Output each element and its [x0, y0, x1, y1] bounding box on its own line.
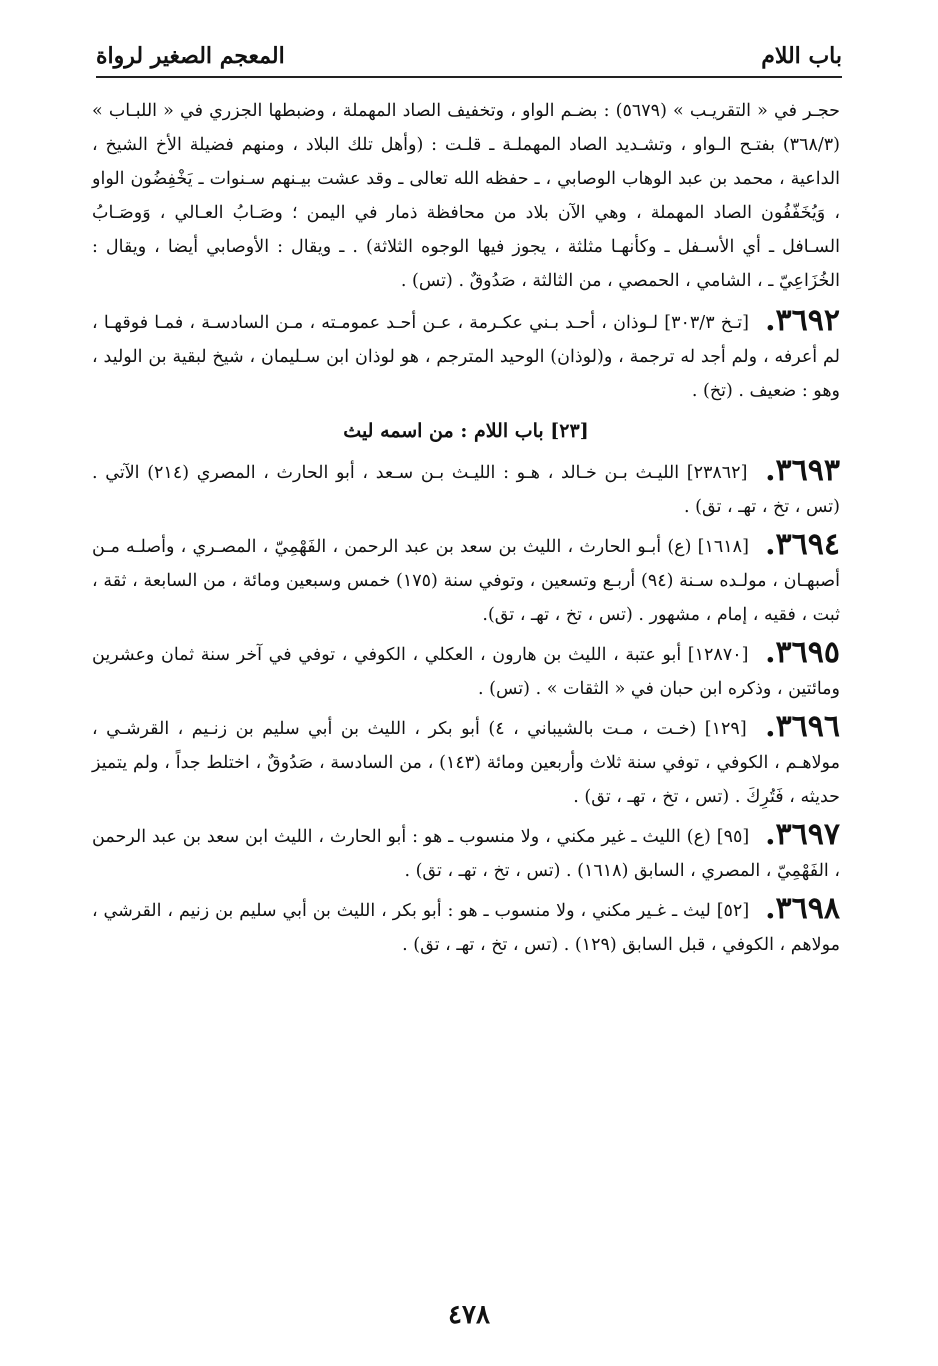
entry-text: [٢٣٨٦٢] الليـث بـن خـالد ، هـو : الليـث بـن سـعد ، أبو الحارث ، المصري (٢١٤) الآتي . (تس ، تخ ، تهـ ، تق) . — [92, 463, 840, 517]
entry-text: [٥٢] ليث ـ غـير مكني ، ولا منسوب ـ هو : أبو بكر ، الليث بن أبي سليم بن زنيم ، القرشي ، مولاهم ، الكوفي ، قبل السابق (١٢٩) . (تس ، تخ ، تهـ ، تق) . — [92, 901, 840, 955]
entry-3694 — [92, 528, 840, 632]
header-book-title: المعجم الصغير لرواة — [96, 43, 285, 69]
entry-number: ٣٦٩٢. — [765, 303, 840, 338]
intro-paragraph: حجـر في « التقريـب » (٥٦٧٩) : بضـم الواو ، وتخفيف الصاد المهملة ، وضبطها الجزري في « اللبـاب » (٣٦٨/٣) بفتـح الـواو ، وتشـديد الصاد المهملـة ـ قلـت : (وأهل تلك البلاد ، ومنهم فضيلة الأخ الشيخ ، الداعية ، محمد بن عبد الوهاب الوصابي ، ـ حفظه الله تعالى ـ وقد عشت بيـنهم سـنوات ـ يَخْفِضُون الواو ، وَيُخَفّفُون الصاد المهملة ، وهي الآن بلاد من محافظة ذمار في اليمن ؛ وصَـابُ العـالي ، وَوصَـابُ السـافل ـ أي الأسـفل ـ وكأنهـا مثلثة ، يجوز فيها الوجوه الثلاثة) . ـ ويقال : الأوصابي أيضا ، ويقال : الخُزَاعِيّ ـ ، الشامي ، الحمصي ، من الثالثة ، صَدُوقٌ . (تس) . — [92, 101, 840, 291]
entry-text: [١٢٨٧٠] أبو عتبة ، الليث بن هارون ، العكلي ، الكوفي ، توفي في آخر سنة ثمان وعشرين ومائتين ، وذكره ابن حبان في « الثقات » . (تس) . — [92, 645, 840, 699]
entry-text: [١٢٩] (خـت ، مـت بالشيباني ، ٤) أبو بكر ، الليث بن أبي سليم بن زنـيم ، القرشـي ، مولاهـم ، الكوفي ، توفي سنة ثلاث وأربعين ومائة (١٤٣) ، من السادسة ، صَدُوقٌ ، اختلط جداً ، ولم يتميز حديثه ، فَتُرِكَ . (تس ، تخ ، تهـ ، تق) . — [92, 719, 840, 807]
entry-3692 — [92, 304, 840, 408]
entry-number: ٣٦٩٦. — [765, 709, 841, 744]
entry-number: ٣٦٩٨. — [765, 891, 840, 926]
entry-3696 — [92, 710, 840, 814]
page-number: ٤٧٨ — [448, 1300, 490, 1330]
entry-number: ٣٦٩٤. — [765, 527, 840, 562]
entry-number: ٣٦٩٥. — [765, 635, 840, 670]
page-body — [92, 94, 840, 966]
header-chapter-title: باب اللام — [761, 43, 842, 69]
entry-text: [١٦١٨] (ع) أبـو الحارث ، الليث بن سعد بن عبد الرحمن ، الفَهْمِيّ ، المصـري ، وأصلـه مـن أصبهـان ، مولـده سـنة (٩٤) أربـع وتسعين ، وتوفي سنة (١٧٥) خمس وسبعين ومائة ، من السابعة ، ثقة ، ثبت ، فقيه ، إمام ، مشهور . (تس ، تخ ، تهـ ، تق). — [92, 537, 840, 625]
entry-3695 — [92, 636, 840, 706]
entry-3693 — [92, 454, 840, 524]
entry-3698 — [92, 892, 840, 962]
entry-number: ٣٦٩٧. — [765, 817, 840, 852]
running-header — [96, 36, 842, 78]
entry-3697 — [92, 818, 840, 888]
entry-text: [تـخ ٣٠٣/٣] لـوذان ، أحـد بـني عكـرمة ، عـن أحـد عمومـته ، مـن السادسـة ، فمـا فوقهـا ، لم أعرفه ، ولم أجد له ترجمة ، و(لوذان) الوحيد المترجم ، هو لوذان ابن سـليمان ، شيخ لبقية بن الوليد ، وهو : ضعيف . (تخ) . — [92, 313, 840, 401]
section-heading: [٢٣] باب اللام : من اسمه ليث — [343, 420, 589, 442]
entry-text: [٩٥] (ع) الليث ـ غير مكني ، ولا منسوب ـ هو : أبو الحارث ، الليث ابن سعد بن عبد الرحمن ، الفَهْمِيّ ، المصري ، السابق (١٦١٨) . (تس ، تخ ، تهـ ، تق) . — [92, 827, 840, 881]
entry-number: ٣٦٩٣. — [765, 453, 840, 488]
